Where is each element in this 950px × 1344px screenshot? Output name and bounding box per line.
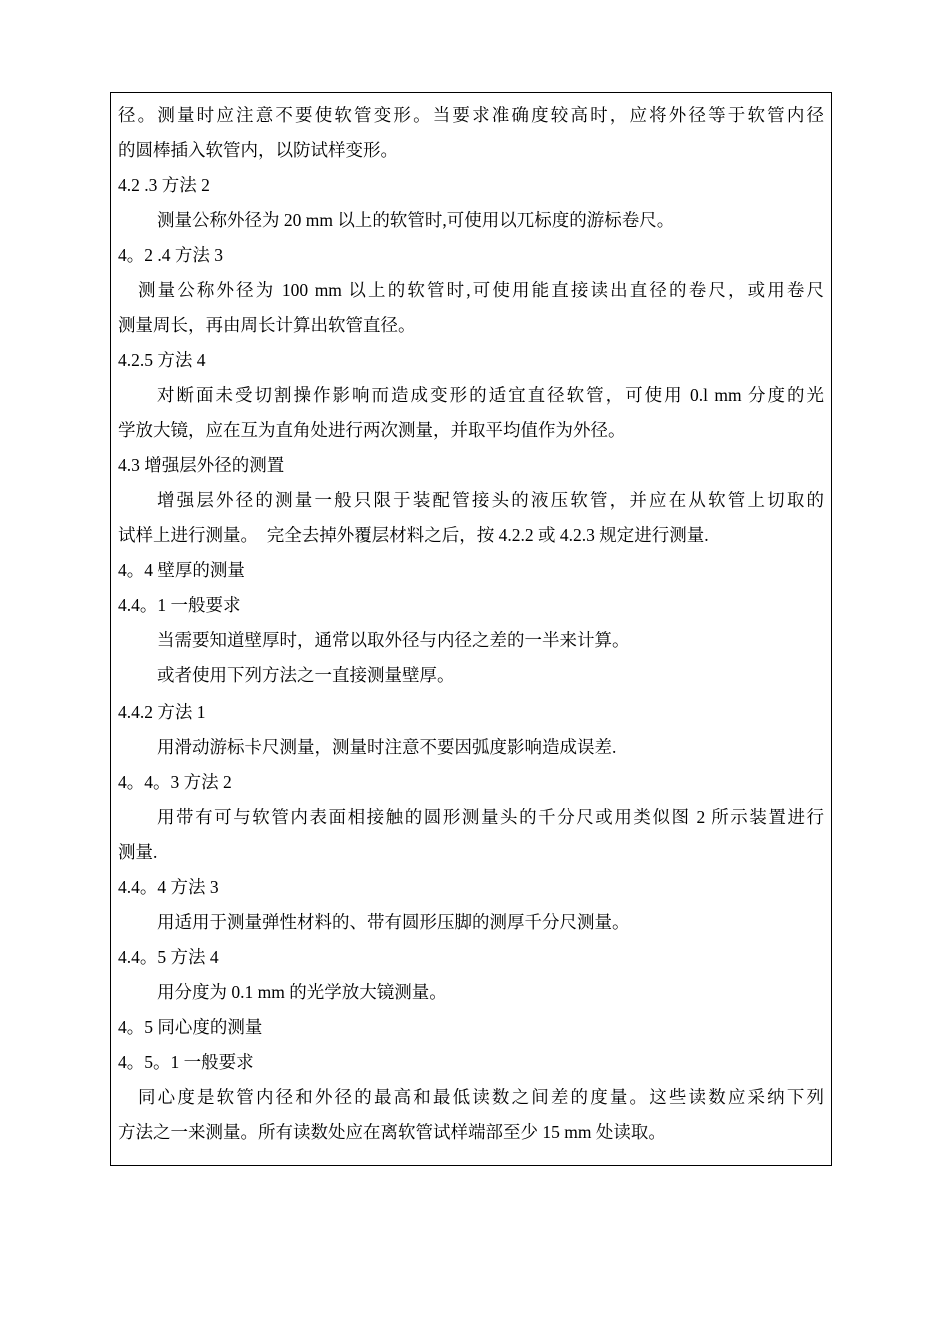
body-text: 学放大镜，应在互为直角处进行两次测量，并取平均值作为外径。	[118, 420, 626, 440]
section-heading: 4。5 同心度的测量	[118, 1017, 263, 1037]
section-heading: 4。4。3 方法 2	[118, 772, 232, 792]
body-text: 用带有可与软管内表面相接触的圆形测量头的千分尺或用类似图 2 所示装置进行	[157, 807, 824, 827]
section-heading: 4.4.2 方法 1	[118, 702, 206, 722]
body-text: 测量公称外径为 100 mm 以上的软管时,可使用能直接读出直径的卷尺，或用卷尺	[138, 280, 824, 300]
body-text: 对断面未受切割操作影响而造成变形的适宜直径软管，可使用 0.l mm 分度的光	[157, 385, 824, 405]
section-heading: 4.4。1 一般要求	[118, 595, 241, 615]
body-text: 测量.	[118, 842, 158, 862]
body-text: 测量公称外径为 20 mm 以上的软管时,可使用以兀标度的游标卷尺。	[157, 210, 675, 230]
body-text: 方法之一来测量。所有读数处应在离软管试样端部至少 15 mm 处读取。	[118, 1122, 666, 1142]
body-text: 或者使用下列方法之一直接测量壁厚。	[157, 665, 455, 685]
body-text: 的圆棒插入软管内，以防试样变形。	[118, 140, 398, 160]
section-heading: 4。4 壁厚的测量	[118, 560, 245, 580]
section-heading: 4.2.5 方法 4	[118, 350, 206, 370]
section-heading: 4。5。1 一般要求	[118, 1052, 254, 1072]
section-heading: 4.3 增强层外径的测置	[118, 455, 285, 475]
body-text: 用分度为 0.1 mm 的光学放大镜测量。	[157, 982, 447, 1002]
body-text: 当需要知道壁厚时，通常以取外径与内径之差的一半来计算。	[157, 630, 630, 650]
body-text: 用适用于测量弹性材料的、带有圆形压脚的测厚千分尺测量。	[157, 912, 630, 932]
body-text: 增强层外径的测量一般只限于装配管接头的液压软管，并应在从软管上切取的	[157, 490, 824, 510]
section-heading: 4.4。5 方法 4	[118, 947, 219, 967]
body-text: 同心度是软管内径和外径的最高和最低读数之间差的度量。这些读数应采纳下列	[138, 1087, 824, 1107]
body-text: 用滑动游标卡尺测量，测量时注意不要因弧度影响造成误差.	[157, 737, 617, 757]
section-heading: 4.4。4 方法 3	[118, 877, 219, 897]
body-text: 试样上进行测量。 完全去掉外覆层材料之后，按 4.2.2 或 4.2.3 规定进行测量.	[118, 525, 709, 545]
section-heading: 4.2 .3 方法 2	[118, 175, 210, 195]
body-text: 径。测量时应注意不要使软管变形。当要求准确度较高时，应将外径等于软管内径	[118, 105, 824, 125]
section-heading: 4。2 .4 方法 3	[118, 245, 223, 265]
body-text: 测量周长，再由周长计算出软管直径。	[118, 315, 416, 335]
